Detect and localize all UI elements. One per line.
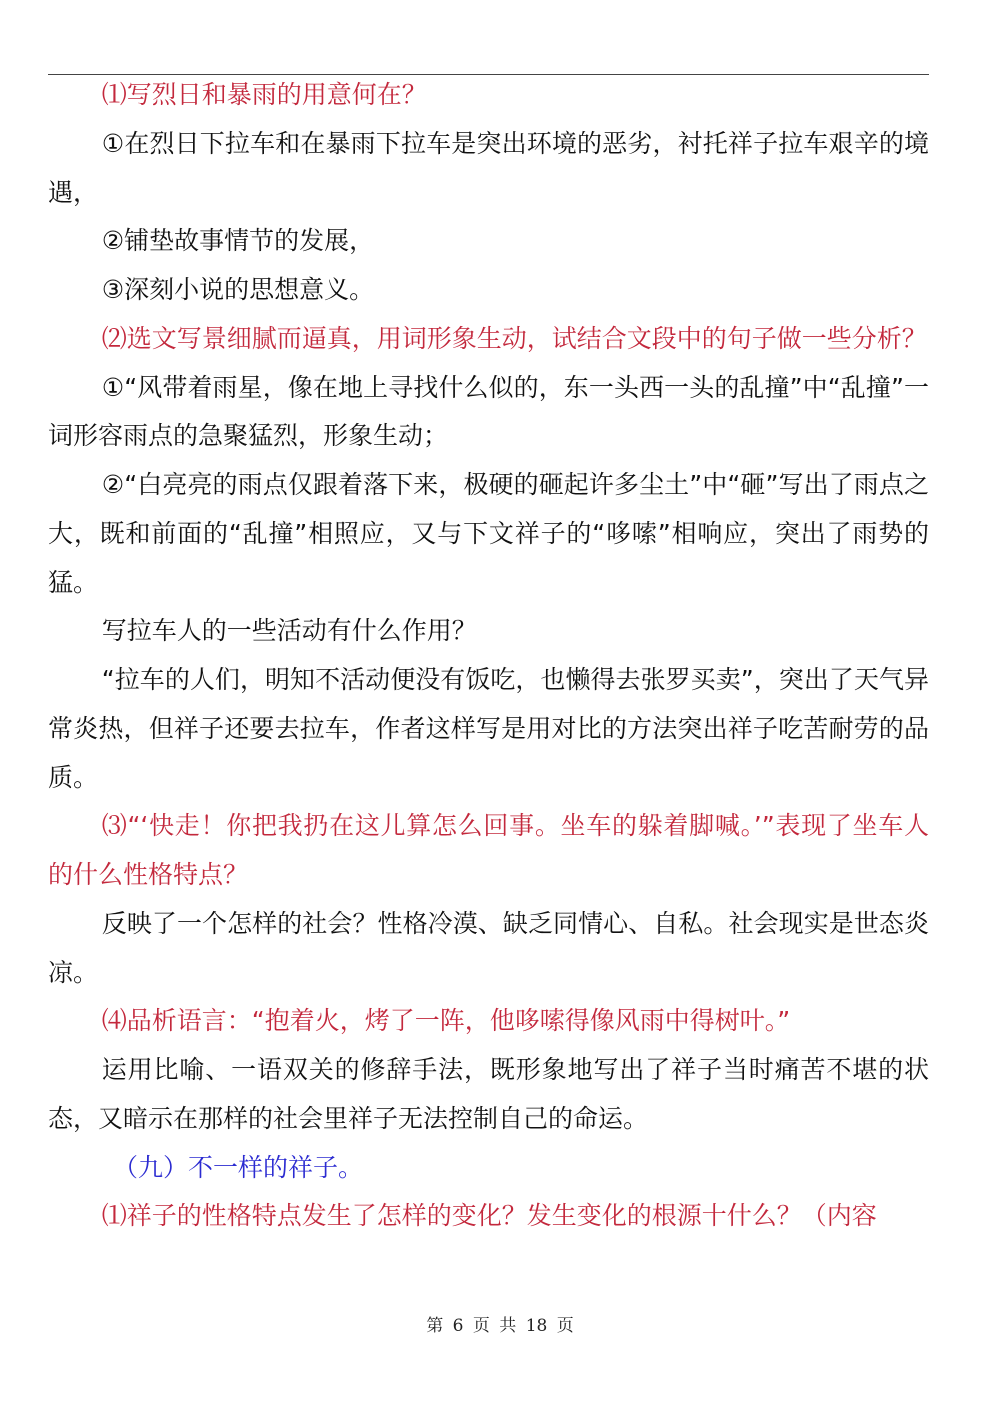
sub-answer: “拉车的人们，明知不活动便没有饭吃，也懒得去张罗买卖”，突出了天气异常炎热，但祥子还要去拉车，作者这样写是用对比的方法突出祥子吃苦耐劳的品质。 [48, 665, 929, 792]
page-number: 第 6 页 共 18 页 [426, 1316, 574, 1336]
question-9-1: ⑴祥子的性格特点发生了怎样的变化？发生变化的根源十什么？（内容 [101, 1201, 877, 1231]
question-2: ⑵选文写景细腻而逼真，用词形象生动，试结合文段中的句子做一些分析？ [101, 323, 927, 353]
answer-1-point-3: ③深刻小说的思想意义。 [101, 275, 375, 304]
section-heading: （九）不一样的祥子。 [113, 1152, 364, 1182]
answer-1-point-1: ①在烈日下拉车和在暴雨下拉车是突出环境的恶劣，衬托祥子拉车艰辛的境遇， [48, 128, 929, 207]
answer-4: 运用比喻、一语双关的修辞手法，既形象地写出了祥子当时痛苦不堪的状态，又暗示在那样的社会里祥子无法控制自己的命运。 [48, 1055, 929, 1133]
question-4: ⑷品析语言：“抱着火，烤了一阵，他哆嗦得像风雨中得树叶。” [101, 1006, 791, 1036]
answer-2-point-1: ①“风带着雨星，像在地上寻找什么似的，东一头西一头的乱撞”中“乱撞”一词形容雨点的急聚猛烈，形象生动； [48, 372, 929, 451]
answer-2-point-2: ②“白亮亮的雨点仅跟着落下来，极硬的砸起许多尘土”中“砸”写出了雨点之大，既和前面的“乱撞”相照应，又与下文祥子的“哆嗦”相响应，突出了雨势的猛。 [48, 470, 929, 597]
document-body [48, 71, 929, 1241]
answer-1-point-2: ②铺垫故事情节的发展， [101, 226, 375, 256]
question-3: ⑶“‘快走！你把我扔在这儿算怎么回事。坐车的躲着脚喊。’”表现了坐车人的什么性格特点？ [48, 811, 929, 889]
answer-3: 反映了一个怎样的社会？性格冷漠、缺乏同情心、自私。社会现实是世态炎凉。 [48, 908, 929, 987]
question-1: ⑴写烈日和暴雨的用意何在？ [101, 80, 427, 109]
sub-question: 写拉车人的一些活动有什么作用？ [101, 616, 477, 646]
